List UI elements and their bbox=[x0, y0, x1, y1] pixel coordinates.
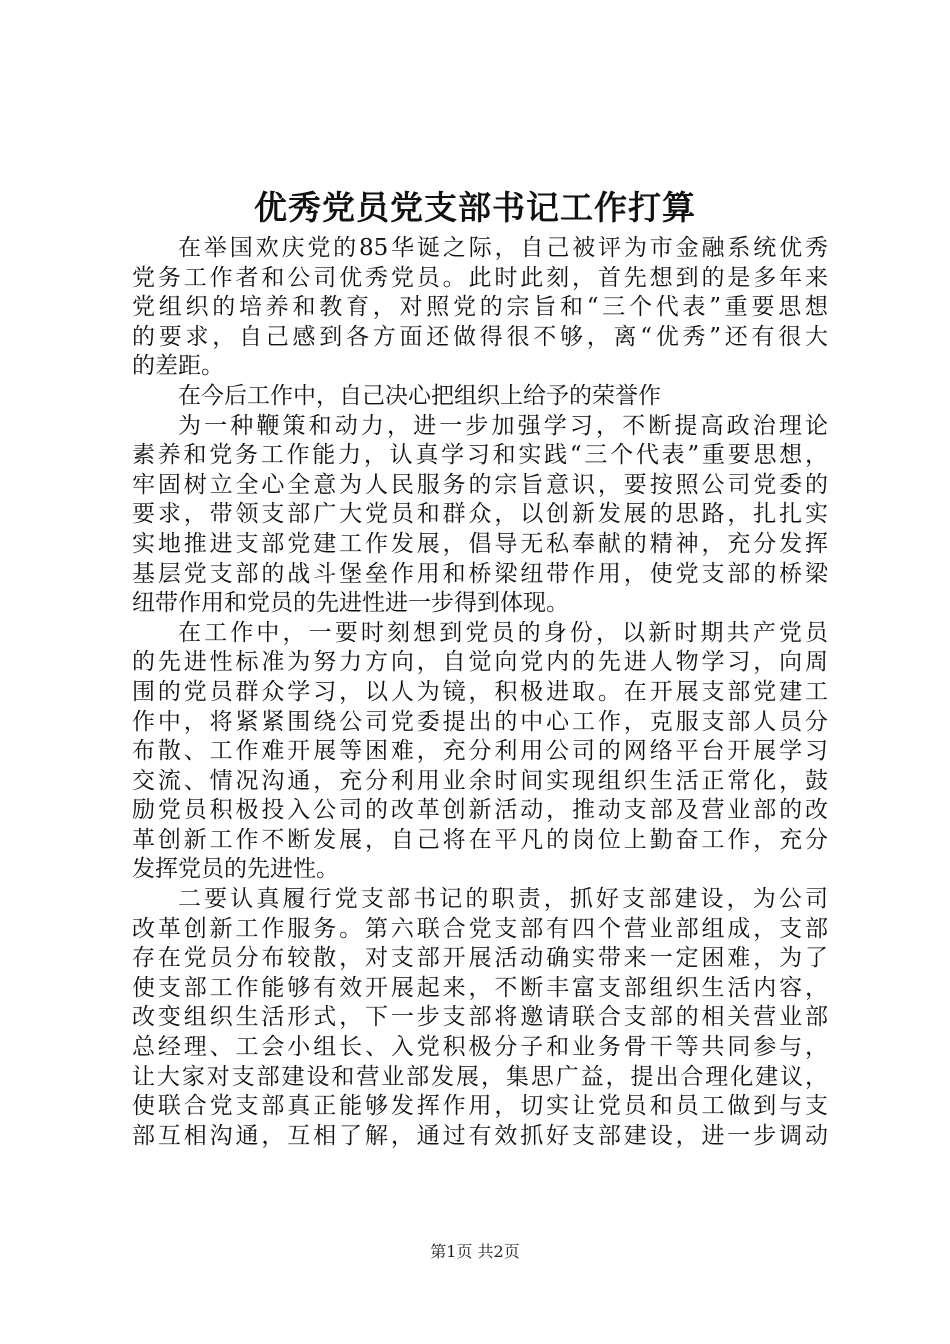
text-line: 在举国欢庆党的85华诞之际，自己被评为市金融系统优秀 bbox=[178, 235, 828, 261]
text-line: 总经理、工会小组长、入党积极分子和业务骨干等共同参与， bbox=[132, 1034, 828, 1061]
text-line: 牢固树立全心全意为人民服务的宗旨意识，要按照公司党委的 bbox=[132, 471, 828, 498]
text-line: 基层党支部的战斗堡垒作用和桥梁纽带作用，使党支部的桥梁 bbox=[132, 560, 828, 587]
text-line: 改变组织生活形式，下一步支部将邀请联合支部的相关营业部 bbox=[132, 1004, 828, 1031]
text-line: 革创新工作不断发展，自己将在平凡的岗位上勤奋工作，充分 bbox=[132, 826, 828, 853]
text-line: 二要认真履行党支部书记的职责，抓好支部建设，为公司 bbox=[178, 886, 828, 913]
text-line: 要求，带领支部广大党员和群众，以创新发展的思路，扎扎实 bbox=[132, 501, 828, 528]
text-line: 实地推进支部党建工作发展，倡导无私奉献的精神，充分发挥 bbox=[132, 530, 828, 557]
text-line: 党务工作者和公司优秀党员。此时此刻，首先想到的是多年来 bbox=[132, 264, 828, 291]
text-line: 素养和党务工作能力，认真学习和实践“三个代表”重要思想， bbox=[132, 442, 828, 469]
text-line: 发挥党员的先进性。 bbox=[132, 856, 339, 883]
text-line: 存在党员分布较散，对支部开展活动确实带来一定困难，为了 bbox=[132, 945, 828, 972]
text-line: 的先进性标准为努力方向，自觉向党内的先进人物学习，向周 bbox=[132, 649, 828, 676]
text-line: 为一种鞭策和动力，进一步加强学习，不断提高政治理论 bbox=[178, 412, 828, 439]
text-line: 使联合党支部真正能够发挥作用，切实让党员和员工做到与支 bbox=[132, 1093, 828, 1120]
text-line: 党组织的培养和教育，对照党的宗旨和“三个代表”重要思想 bbox=[132, 294, 828, 321]
text-line: 纽带作用和党员的先进性进一步得到体现。 bbox=[132, 590, 569, 617]
text-line: 使支部工作能够有效开展起来，不断丰富支部组织生活内容， bbox=[132, 974, 828, 1001]
text-line: 励党员积极投入公司的改革创新活动，推动支部及营业部的改 bbox=[132, 797, 828, 824]
text-line: 部互相沟通，互相了解，通过有效抓好支部建设，进一步调动 bbox=[132, 1122, 828, 1149]
text-line: 交流、情况沟通，充分利用业余时间实现组织生活正常化，鼓 bbox=[132, 767, 828, 794]
text-line: 布散、工作难开展等困难，充分利用公司的网络平台开展学习 bbox=[132, 738, 828, 765]
text-line: 的差距。 bbox=[132, 353, 224, 380]
text-line: 的要求，自己感到各方面还做得很不够，离“优秀”还有很大 bbox=[132, 323, 828, 350]
text-line: 在今后工作中，自己决心把组织上给予的荣誉作 bbox=[178, 382, 661, 409]
text-line: 围的党员群众学习，以人为镜，积极进取。在开展支部党建工 bbox=[132, 678, 828, 705]
page-footer: 第1页 共2页 bbox=[430, 1242, 520, 1261]
text-line: 改革创新工作服务。第六联合党支部有四个营业部组成，支部 bbox=[132, 915, 828, 942]
text-line: 在工作中，一要时刻想到党员的身份，以新时期共产党员 bbox=[178, 619, 828, 646]
document-title: 优秀党员党支部书记工作打算 bbox=[254, 188, 696, 227]
text-line: 让大家对支部建设和营业部发展，集思广益，提出合理化建议， bbox=[132, 1063, 828, 1090]
text-line: 作中，将紧紧围绕公司党委提出的中心工作，克服支部人员分 bbox=[132, 708, 828, 735]
document-body bbox=[132, 234, 828, 1151]
